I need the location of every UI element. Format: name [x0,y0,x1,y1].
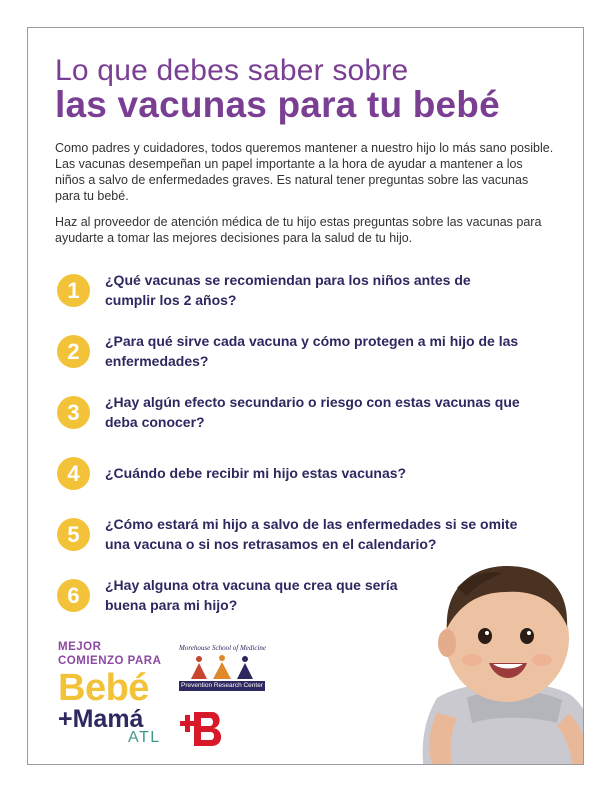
number-badge: 3 [57,396,90,429]
logo-bebe: Bebé [58,667,149,709]
number-badge: 4 [57,457,90,490]
number-badge: 1 [57,274,90,307]
number-badge: 6 [57,579,90,612]
question-item [57,451,527,499]
morehouse-logo [179,644,265,692]
question-item [57,390,527,438]
intro-text [55,140,555,256]
mejor-comienzo-logo-text [58,640,161,668]
number-badge: 5 [57,518,90,551]
prevention-research-center: Prevention Research Center [180,682,263,689]
intro-paragraph-2: Haz al proveedor de atención médica de tu hijo estas preguntas sobre las vacunas para ayudarte a tomar las mejores decisiones para la salud de tu hijo. [55,215,542,245]
morehouse-figures-icon [187,653,257,681]
question-text: ¿Para qué sirve cada vacuna y cómo protegen a mi hijo de las enfermedades? [105,333,519,369]
morehouse-name: Morehouse School of Medicine [179,644,267,652]
question-text: ¿Hay alguna otra vacuna que crea que sería buena para mi hijo? [105,577,398,613]
intro-paragraph-1: Como padres y cuidadores, todos queremos mantener a nuestro hijo lo más sano posible. Las vacunas desempeñan un papel importante a la hora de ayudar a mantener a los niños a salvo de enfermedades graves. Es natural tener preguntas sobre las vacunas para tu bebé. [55,141,554,203]
logo-mama: +Mamá [58,705,144,733]
logo-comienzo-line: COMIENZO PARA [58,655,162,667]
page-frame [27,27,584,765]
logo-mejor-line: MEJOR [58,641,102,653]
question-text: ¿Cómo estará mi hijo a salvo de las enfermedades si se omite una vacuna o si nos retrasamos en el calendario? [105,516,518,552]
question-text: ¿Qué vacunas se recomiendan para los niños antes de cumplir los 2 años? [105,272,471,308]
question-text: ¿Cuándo debe recibir mi hijo estas vacunas? [105,465,407,481]
baby-photo [397,548,584,765]
logo-atl: ATL [128,729,161,746]
title-line-2: las vacunas para tu bebé [55,84,500,125]
question-item [57,329,527,377]
title-line-1: Lo que debes saber sobre [55,54,409,87]
number-badge: 2 [57,335,90,368]
question-text: ¿Hay algún efecto secundario o riesgo con estas vacunas que deba conocer? [105,394,520,430]
question-item [57,268,527,316]
red-b-logo-icon [180,708,226,750]
